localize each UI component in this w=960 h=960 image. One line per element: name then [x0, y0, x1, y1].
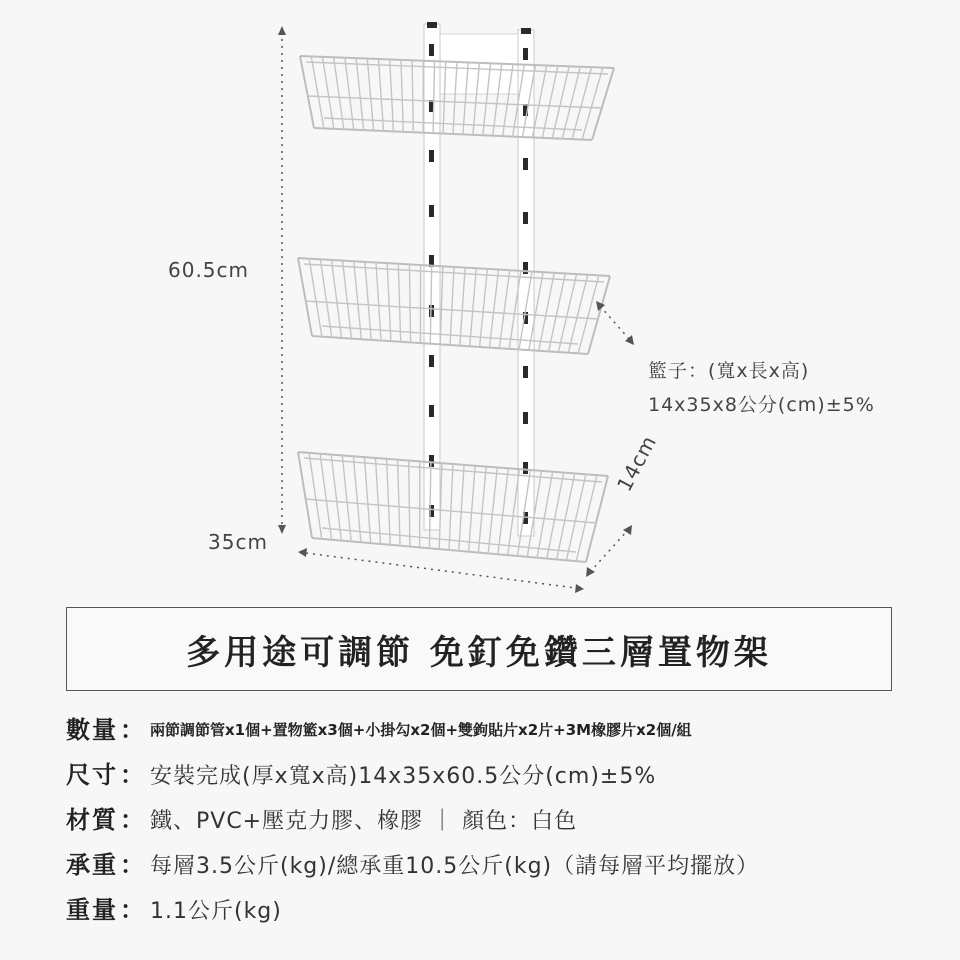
rail-slot [523, 366, 528, 378]
spec-key: 尺寸 [66, 761, 118, 789]
basket-depth-arrow-bottom [625, 335, 634, 345]
spec-colon: ： [120, 761, 144, 789]
spec-value: 安裝完成(厚x寬x高)14x35x60.5公分(cm)±5% [150, 764, 657, 789]
width-arrow-left [298, 548, 307, 557]
wire-basket [298, 258, 610, 354]
spec-colon: ： [120, 896, 144, 924]
spec-value: 1.1公斤(kg) [150, 899, 282, 924]
rail-slot [523, 212, 528, 224]
spec-colon: ： [120, 806, 144, 834]
rail-slot [523, 462, 528, 474]
rail-slot [523, 158, 528, 170]
rail-slot [429, 405, 434, 417]
rail-slot [523, 412, 528, 424]
depth-arrow-bottom [586, 567, 595, 577]
spec-weight [66, 890, 282, 925]
spec-value: 每層3.5公斤(kg)/總承重10.5公斤(kg)（請每層平均擺放） [150, 854, 760, 879]
spec-value: 鐵、PVC+壓克力膠、橡膠 ｜ 顏色：白色 [150, 809, 578, 834]
basket-size-value: 14x35x8公分(cm)±5% [648, 394, 875, 416]
height-arrow-top [278, 26, 286, 35]
height-arrow-bottom [278, 525, 286, 534]
spec-load [66, 845, 759, 880]
spec-colon: ： [120, 851, 144, 879]
width-label: 35cm [208, 530, 268, 554]
wire-basket [300, 56, 614, 140]
wire-baskets [298, 56, 614, 562]
rail-slot [429, 355, 434, 367]
height-label: 60.5cm [168, 258, 250, 282]
width-arrow-right [575, 584, 584, 593]
rail-slot [523, 48, 528, 60]
rail-slot [429, 44, 434, 56]
spec-size [66, 755, 656, 790]
basket-size-title: 籃子：(寬x長x高) [648, 360, 810, 382]
depth-label: 14cm [612, 431, 662, 496]
depth-dimension-line [590, 530, 628, 572]
product-title-box [66, 607, 892, 691]
spec-key: 數量 [66, 716, 118, 744]
spec-value: 兩節調節管x1個+置物籃x3個+小掛勾x2個+雙鉤貼片x2片+3M橡膠片x2個/組 [150, 721, 692, 739]
spec-key: 重量 [66, 896, 118, 924]
spec-quantity [66, 710, 692, 745]
depth-arrow-top [623, 525, 632, 535]
basket-depth-line [600, 306, 630, 340]
spec-key: 材質 [66, 806, 118, 834]
rail-slot [429, 150, 434, 162]
spec-material [66, 800, 577, 835]
spec-key: 承重 [66, 851, 118, 879]
wire-basket [298, 452, 608, 562]
product-title: 多用途可調節 免釘免鑽三層置物架 [186, 632, 772, 673]
spec-colon: ： [120, 716, 144, 744]
rail-slot [429, 205, 434, 217]
